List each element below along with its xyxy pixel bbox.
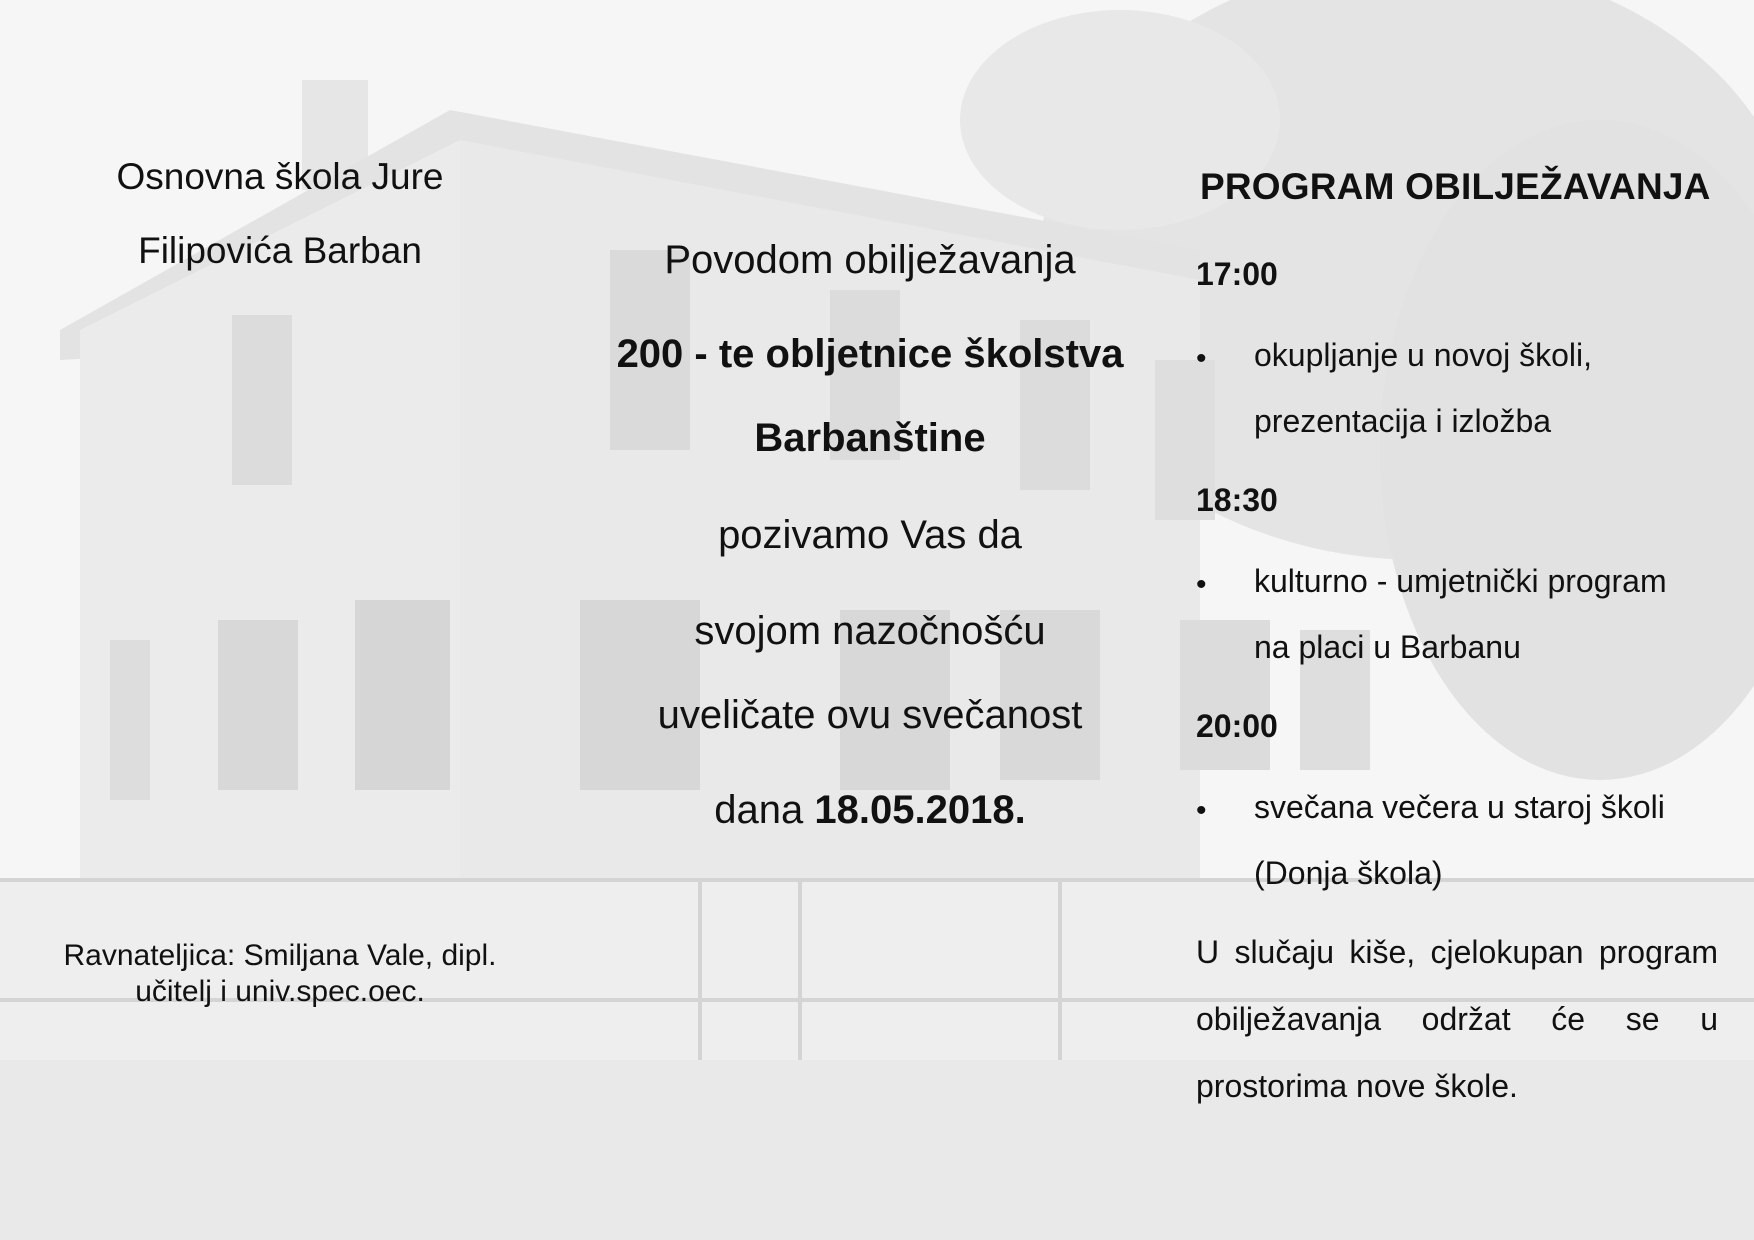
program-item-1: [1254, 322, 1724, 454]
date-value: 18.05.2018.: [814, 788, 1026, 832]
invitation-date: [560, 788, 1180, 833]
date-prefix: dana: [714, 788, 804, 832]
school-name-line-2: Filipovića Barban: [138, 230, 422, 271]
program-item-1-line-2: prezentacija i izložba: [1254, 403, 1552, 439]
director-line-1: Ravnateljica: Smiljana Vale, dipl.: [63, 939, 497, 972]
program-item-1-line-1: okupljanje u novoj školi,: [1254, 337, 1592, 373]
program-time-1: 17:00: [1196, 256, 1278, 292]
program-item-3-line-2: (Donja škola): [1254, 855, 1443, 891]
program-item-2: [1254, 548, 1724, 680]
program-item-3-line-1: svečana večera u staroj školi: [1254, 789, 1665, 825]
program-item-2-line-1: kulturno - umjetnički program: [1254, 563, 1667, 599]
director-line-2: učitelj i univ.spec.oec.: [135, 975, 425, 1008]
program-time-2: 18:30: [1196, 482, 1278, 518]
bullet-icon: •: [1196, 568, 1207, 601]
program-title: PROGRAM OBILJEŽAVANJA: [1200, 166, 1711, 207]
invitation-line-3: Barbanštine: [754, 416, 986, 460]
invitation-line-4: pozivamo Vas da: [718, 513, 1022, 557]
invitation-line-6: uveličate ovu svečanost: [657, 693, 1083, 737]
bullet-icon: •: [1196, 342, 1207, 375]
program-time-3: 20:00: [1196, 708, 1278, 744]
invitation-line-1: Povodom obilježavanja: [664, 238, 1076, 282]
director-signature: [20, 938, 540, 1010]
school-name-line-1: Osnovna škola Jure: [116, 156, 444, 197]
program-item-2-line-2: na placi u Barbanu: [1254, 629, 1521, 665]
invitation-line-2: 200 - te obljetnice školstva: [616, 332, 1124, 376]
invitation-line-5: svojom nazočnošću: [694, 609, 1046, 653]
rain-note: U slučaju kiše, cjelokupan program obilježavanja održat će se u prostorima nove škole.: [1196, 934, 1718, 1104]
program-item-3: [1254, 774, 1724, 906]
bullet-icon: •: [1196, 794, 1207, 827]
